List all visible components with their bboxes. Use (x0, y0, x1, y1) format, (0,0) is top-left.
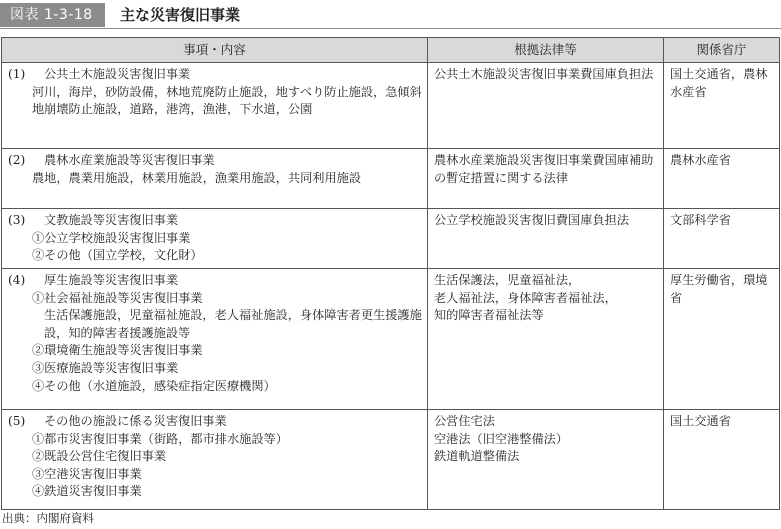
table-row (2, 149, 780, 209)
sub-item: ①公立学校施設災害復旧事業 (32, 230, 191, 245)
item-title: その他の施設に係る災害復旧事業 (44, 414, 227, 428)
table-row (2, 410, 780, 510)
figure-title-bar (0, 3, 781, 29)
source-note: 出典：内閣府資料 (2, 511, 94, 525)
item-cell (2, 149, 428, 209)
figure-number-label: 図表 1-3-18 (0, 3, 105, 27)
item-cell (2, 209, 428, 269)
table-row (2, 63, 780, 149)
sub-item: ③空港災害復旧事業 (32, 466, 142, 481)
column-header-item: 事項・内容 (2, 38, 428, 63)
column-header-ministry: 関係省庁 (664, 38, 780, 63)
table-header-row (2, 38, 780, 63)
law-line: 公営住宅法 (434, 414, 495, 428)
item-cell (2, 269, 428, 410)
law-line: 空港法（旧空港整備法） (434, 431, 569, 446)
table-row (2, 209, 780, 269)
ministry-cell: 農林水産省 (664, 149, 780, 209)
item-cell (2, 410, 428, 510)
law-cell: 農林水産業施設災害復旧事業費国庫補助の暫定措置に関する法律 (428, 149, 664, 209)
law-line: 鉄道軌道整備法 (434, 449, 520, 464)
item-title: 厚生施設等災害復旧事業 (44, 273, 179, 287)
figure-title: 主な災害復旧事業 (120, 6, 241, 24)
row-number: (4) (8, 273, 26, 287)
disaster-recovery-table (1, 37, 780, 510)
sub-item: ③医療施設等災害復旧事業 (32, 360, 179, 375)
law-cell: 公立学校施設災害復旧費国庫負担法 (428, 209, 664, 269)
sub-item: ④鉄道災害復旧事業 (32, 484, 142, 499)
law-line: 知的障害者福祉法等 (434, 308, 544, 323)
law-cell (428, 269, 664, 410)
law-cell (428, 410, 664, 510)
row-number: (2) (8, 153, 26, 167)
row-number: (5) (8, 414, 26, 428)
sub-item: ①都市災害復旧事業（街路，都市排水施設等） (32, 431, 288, 446)
sub-item-detail: 生活保護施設，児童福祉施設，老人福祉施設，身体障害者更生援護施設，知的障害者援護施設等 (44, 308, 422, 340)
ministry-cell: 国土交通省，農林水産省 (664, 63, 780, 149)
sub-item: ②その他（国立学校，文化財） (32, 248, 203, 263)
law-cell: 公共土木施設災害復旧事業費国庫負担法 (428, 63, 664, 149)
sub-item: ④その他（水道施設，感染症指定医療機関） (32, 378, 276, 393)
item-detail: 農地，農業用施設，林業用施設，漁業用施設，共同利用施設 (32, 170, 362, 185)
sub-item: ②環境衛生施設等災害復旧事業 (32, 343, 203, 358)
table-row (2, 269, 780, 410)
law-line: 生活保護法，児童福祉法， (434, 273, 581, 287)
title-underline (0, 28, 781, 29)
row-number: (1) (8, 67, 26, 81)
row-number: (3) (8, 213, 26, 227)
item-title: 文教施設等災害復旧事業 (44, 213, 179, 227)
column-header-law: 根拠法律等 (428, 38, 664, 63)
ministry-cell: 厚生労働省，環境省 (664, 269, 780, 410)
sub-item: ①社会福祉施設等災害復旧事業 (32, 290, 203, 305)
sub-item: ②既設公営住宅復旧事業 (32, 449, 167, 464)
item-detail: 河川，海岸，砂防設備，林地荒廃防止施設，地すべり防止施設，急傾斜地崩壊防止施設，道路，港湾，漁港，下水道，公園 (32, 84, 422, 117)
item-title: 公共土木施設災害復旧事業 (44, 67, 191, 81)
item-title: 農林水産業施設等災害復旧事業 (44, 153, 215, 167)
law-line: 老人福祉法，身体障害者福祉法， (434, 290, 617, 305)
ministry-cell: 文部科学省 (664, 209, 780, 269)
item-cell (2, 63, 428, 149)
ministry-cell: 国土交通省 (664, 410, 780, 510)
